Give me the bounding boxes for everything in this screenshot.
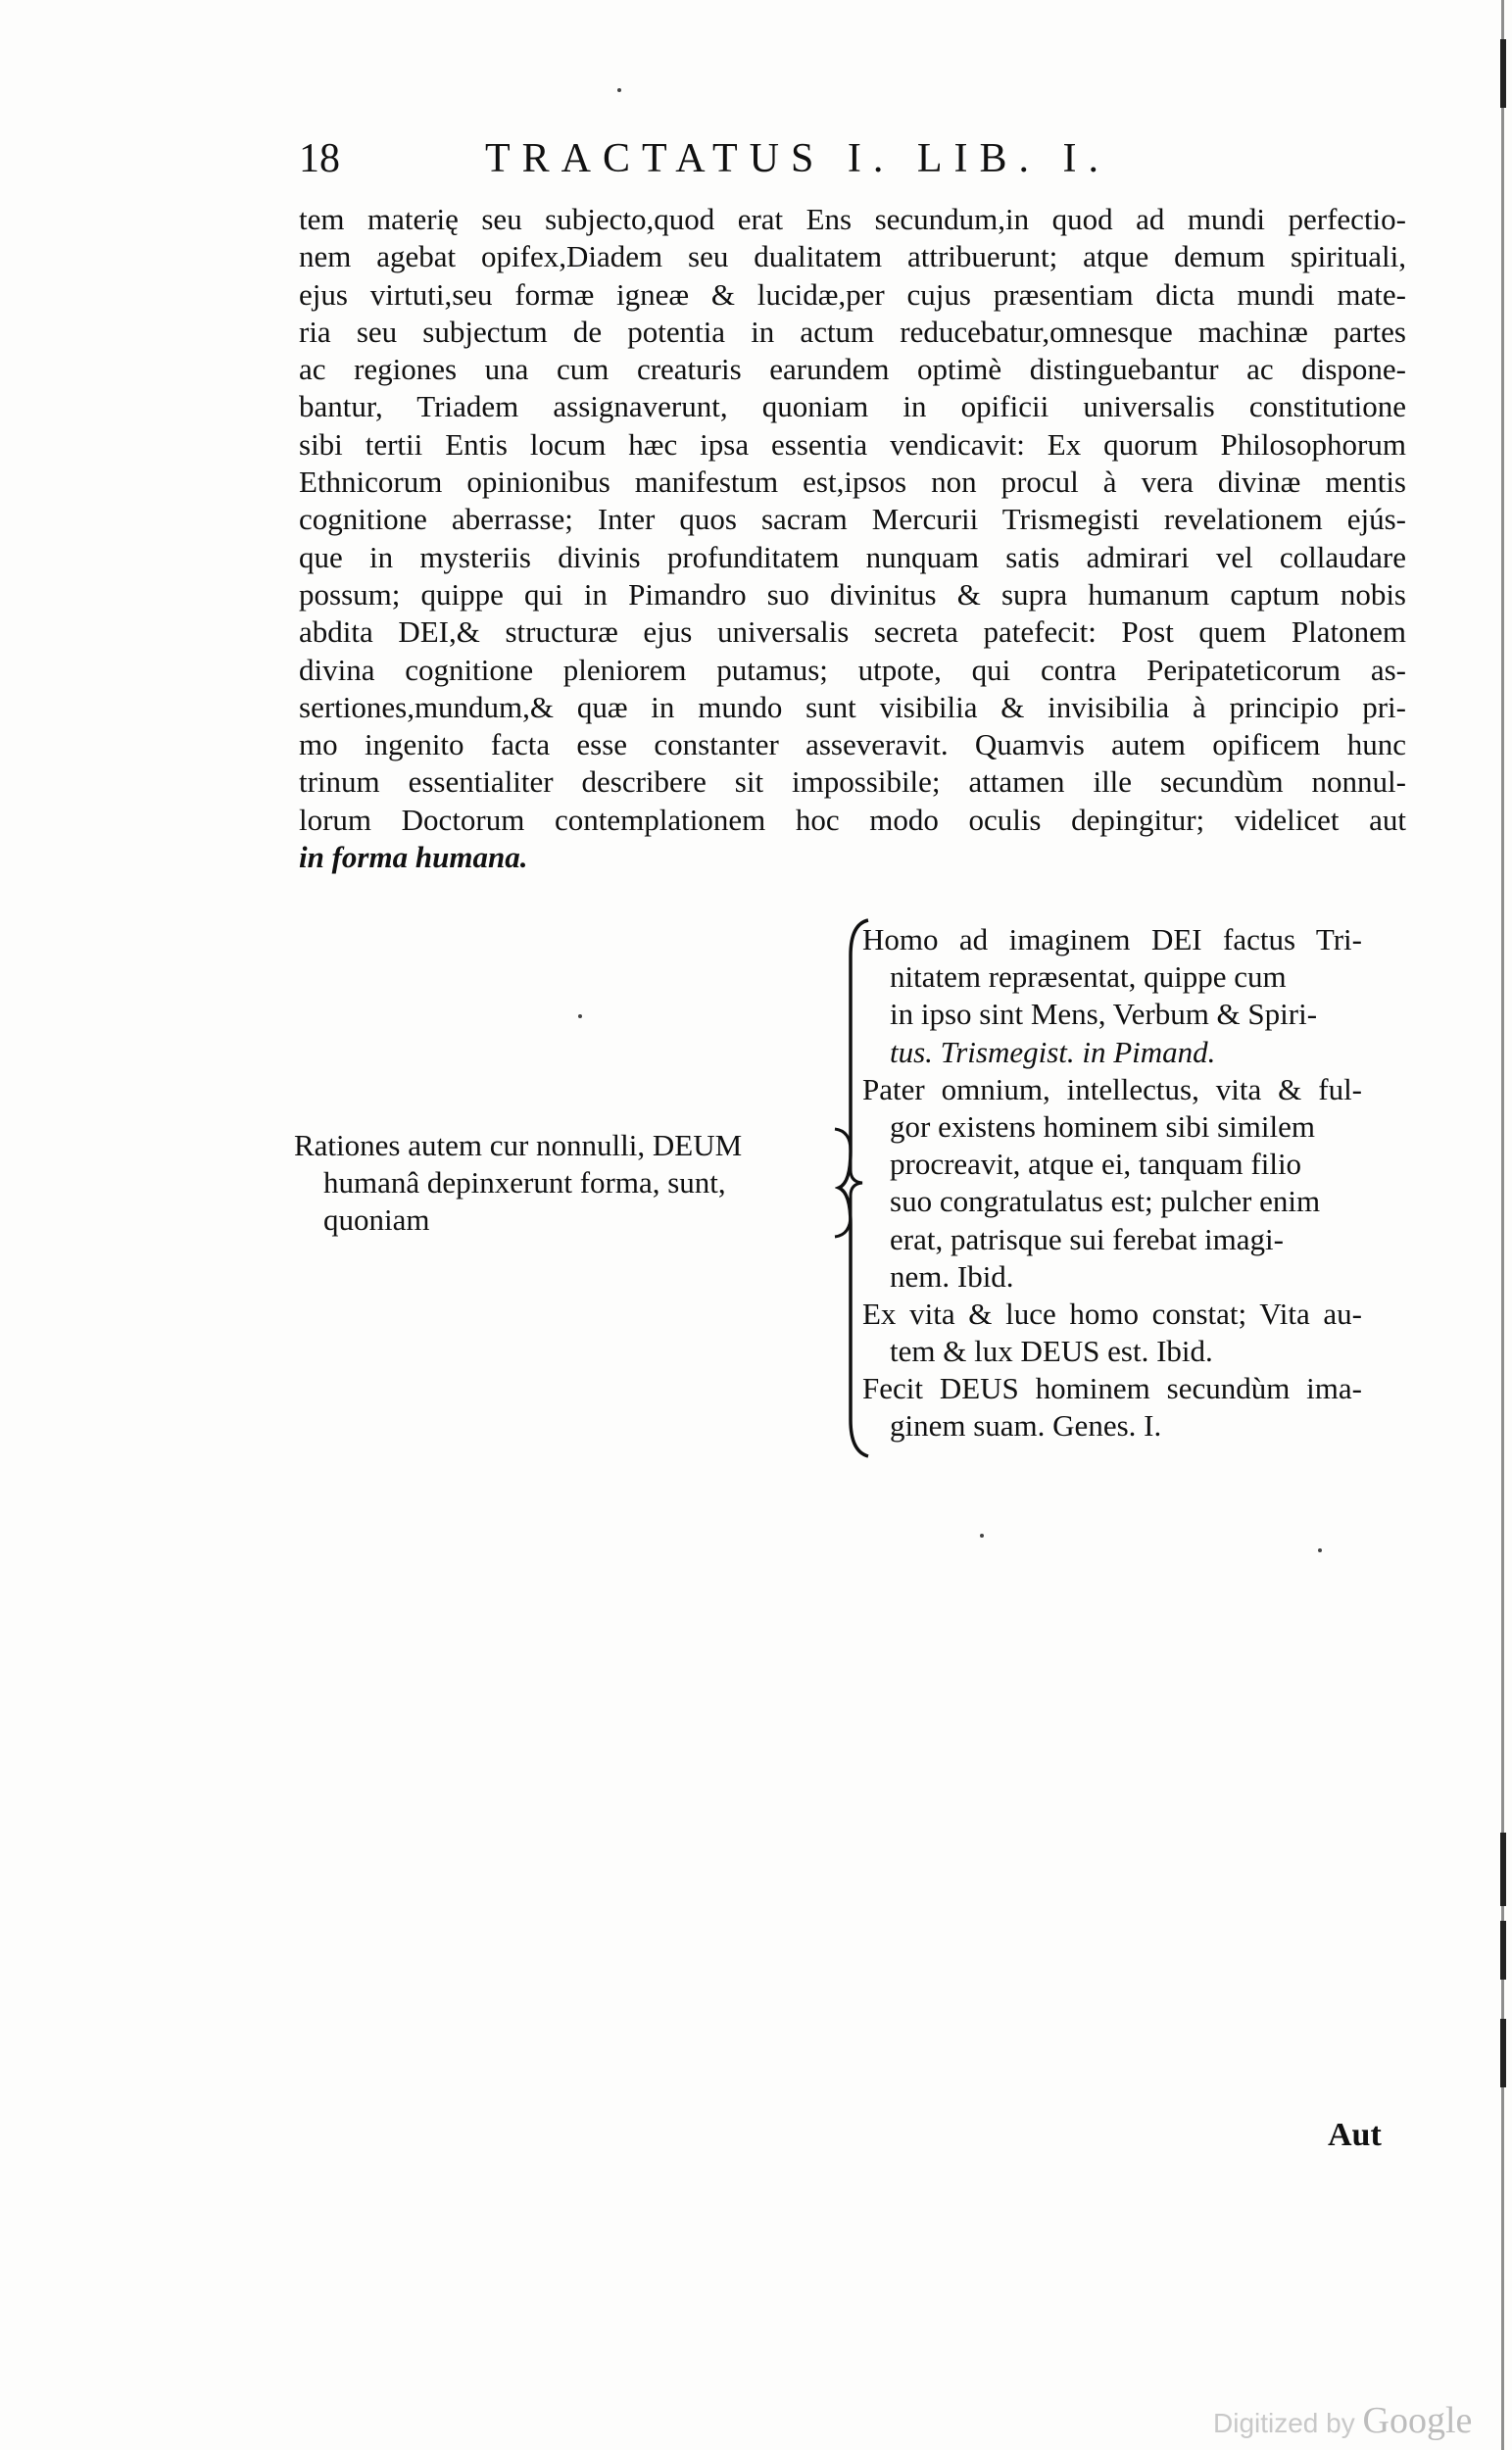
reason-line: gor existens hominem sibi similem: [890, 1108, 1315, 1144]
edge-mark: [1500, 1833, 1506, 1906]
reason-line: procreavit, atque ei, tanquam filio: [890, 1147, 1302, 1182]
reason-line: nitatem repræsentat, quippe cum: [890, 959, 1287, 995]
reason-line: Ex vita & luce homo constat; Vita au-: [862, 1296, 1362, 1331]
reason-line: suo congratulatus est; pulcher enim: [890, 1184, 1321, 1219]
reason-line: tem & lux DEUS est. Ibid.: [890, 1334, 1213, 1369]
text-line: trinum essentialiter describere sit impossibile; attamen ille secundùm nonnul-: [299, 764, 1406, 800]
page-header: [299, 135, 1279, 194]
reason-line: Homo ad imaginem DEI factus Tri-: [862, 922, 1362, 956]
watermark-brand: Google: [1362, 2400, 1473, 2441]
text-line: sertiones,mundum,& quæ in mundo sunt visibilia & invisibilia à principio pri-: [299, 689, 1406, 724]
speck: [980, 1534, 984, 1538]
statement-line: humanâ depinxerunt forma, sunt,: [323, 1165, 726, 1200]
text-line: bantur, Triadem assignaverunt, quoniam in opificii universalis constitutione: [299, 389, 1406, 424]
reason-line: Pater omnium, intellectus, vita & ful-: [862, 1071, 1362, 1106]
edge-mark: [1500, 2019, 1506, 2087]
speck: [1318, 1548, 1322, 1552]
text-line: abdita DEI,& structuræ ejus universalis secreta patefecit: Post quem Platonem: [299, 614, 1406, 650]
reason-line: tus. Trismegist. in Pimand.: [890, 1034, 1216, 1069]
digitized-watermark: [1213, 2399, 1472, 2442]
statement-line: Rationes autem cur nonnulli, DEUM: [294, 1128, 743, 1162]
text-line: que in mysteriis divinis profunditatem nunquam satis admirari vel collaudare: [299, 539, 1406, 574]
text-line: sibi tertii Entis locum hæc ipsa essentia vendicavit: Ex quorum Philosophorum: [299, 426, 1406, 462]
edge-mark: [1500, 39, 1506, 108]
text-line: ria seu subjectum de potentia in actum reducebatur,omnesque machinæ partes: [299, 314, 1406, 349]
reason-line: erat, patrisque sui ferebat imagi-: [890, 1221, 1284, 1256]
text-line: cognitione aberrasse; Inter quos sacram Mercurii Trismegisti revelationem ejús-: [299, 502, 1406, 537]
main-paragraph: [299, 201, 1406, 876]
speck: [617, 88, 621, 92]
reason-line: in ipso sint Mens, Verbum & Spiri-: [890, 997, 1318, 1032]
edge-mark: [1500, 1921, 1506, 1980]
running-head: TRACTATUS I. LIB. I.: [485, 136, 1110, 181]
text-line: lorum Doctorum contemplationem hoc modo oculis depingitur; videlicet aut: [299, 802, 1406, 837]
reason-line: ginem suam. Genes. I.: [890, 1408, 1162, 1444]
reason-line: Fecit DEUS hominem secundùm ima-: [862, 1371, 1362, 1406]
text-line: possum; quippe qui in Pimandro suo divinitus & supra humanum captum nobis: [299, 576, 1406, 612]
text-line: Ethnicorum opinionibus manifestum est,ipsos non procul à vera divinæ mentis: [299, 465, 1406, 500]
text-line: tem materię seu subjecto,quod erat Ens secundum,in quod ad mundi perfectio-: [299, 202, 1406, 236]
text-line: ejus virtuti,seu formæ igneæ & lucidæ,per cujus præsentiam dicta mundi mate-: [299, 276, 1406, 312]
catchword: Aut: [1328, 2117, 1382, 2153]
statement-line: quoniam: [323, 1202, 430, 1237]
text-line-final: in forma humana.: [299, 840, 528, 875]
text-line: divina cognitione pleniorem putamus; utpote, qui contra Peripateticorum as-: [299, 652, 1406, 687]
text-line: mo ingenito facta esse constanter asseveravit. Quamvis autem opificem hunc: [299, 727, 1406, 762]
text-line: nem agebat opifex,Diadem seu dualitatem attribuerunt; atque demum spirituali,: [299, 239, 1406, 274]
speck: [578, 1014, 582, 1018]
watermark-prefix: Digitized by: [1213, 2408, 1355, 2438]
reason-line: nem. Ibid.: [890, 1258, 1014, 1294]
text-line: ac regiones una cum creaturis earundem optimè distinguebantur ac dispone-: [299, 352, 1406, 387]
folio-number: 18: [299, 136, 340, 181]
reasons-list: [862, 921, 1391, 1446]
reasons-statement: [294, 1127, 843, 1239]
